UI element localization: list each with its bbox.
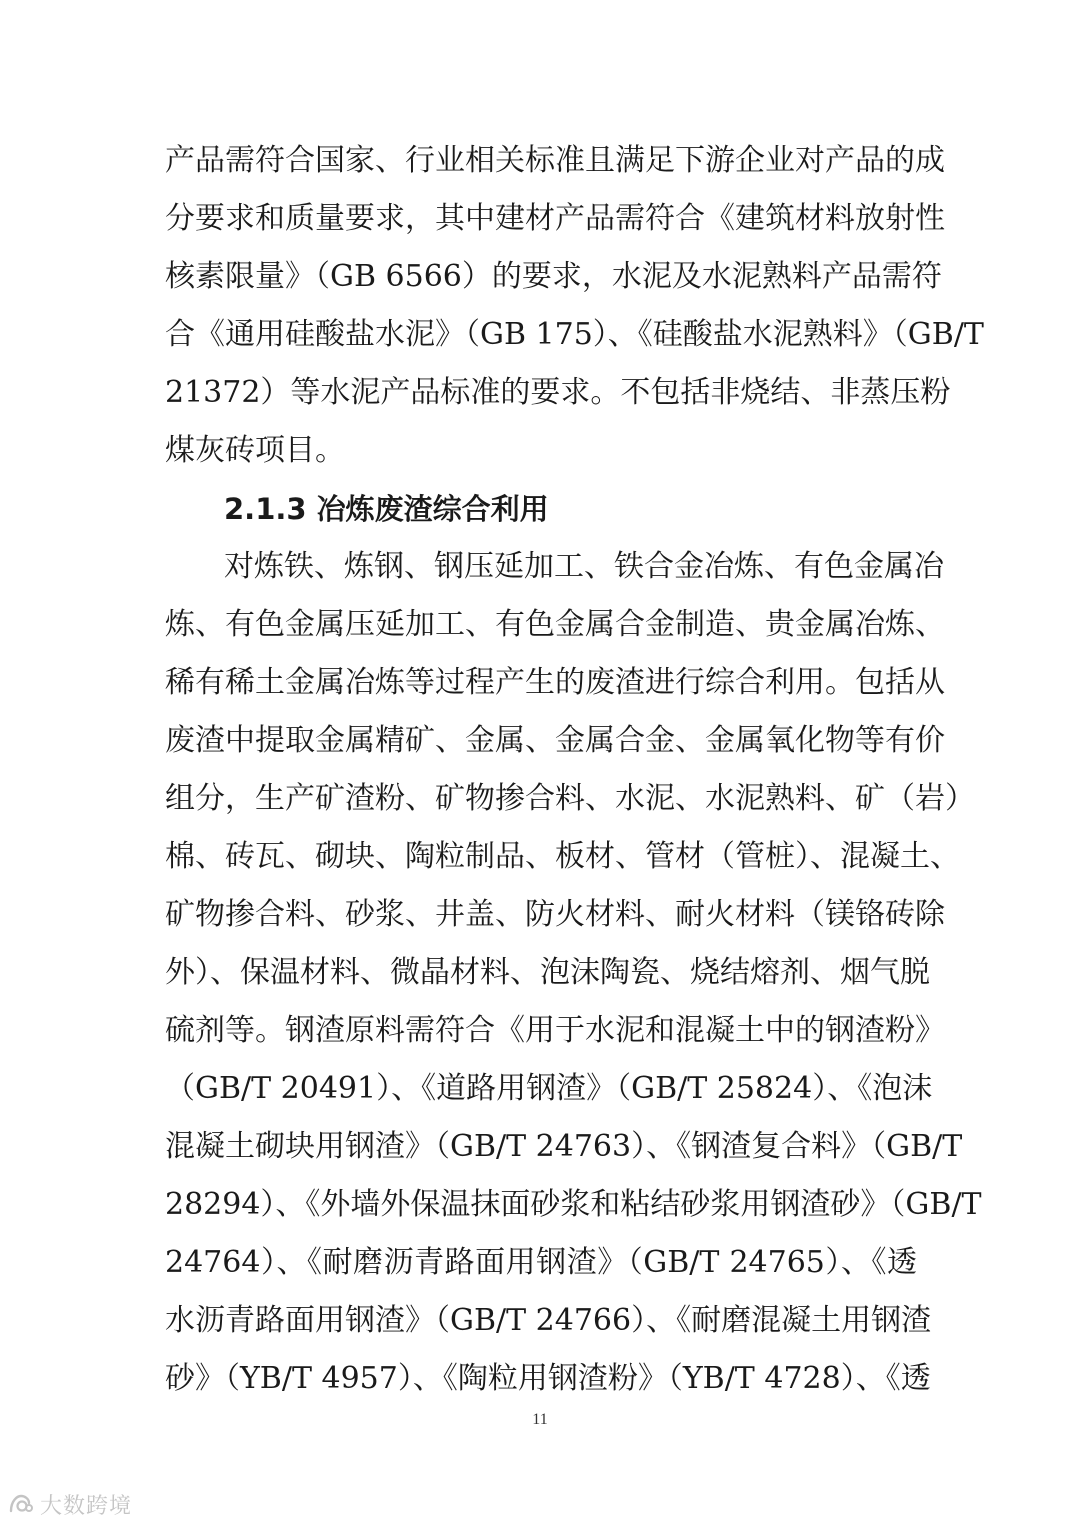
text-line: 砂》（YB/T 4957）、《陶粒用钢渣粉》（YB/T 4728）、《透 — [165, 1361, 931, 1396]
text-line: 21372）等水泥产品标准的要求。不包括非烧结、非蒸压粉 — [165, 375, 951, 410]
text-line: 分要求和质量要求，其中建材产品需符合《建筑材料放射性 — [165, 201, 945, 236]
text-line: 组分，生产矿渣粉、矿物掺合料、水泥、水泥熟料、矿（岩） — [165, 781, 975, 816]
text-line: 外）、保温材料、微晶材料、泡沫陶瓷、烧结熔剂、烟气脱 — [165, 955, 930, 990]
section-heading: 2.1.3 冶炼废渣综合利用 — [224, 492, 549, 526]
watermark — [8, 1490, 132, 1518]
text-line: 稀有稀土金属冶炼等过程产生的废渣进行综合利用。包括从 — [165, 665, 945, 700]
text-line: 矿物掺合料、砂浆、井盖、防火材料、耐火材料（镁铬砖除 — [165, 897, 945, 932]
text-line: 产品需符合国家、行业相关标准且满足下游企业对产品的成 — [165, 143, 945, 178]
text-line: 棉、砖瓦、砌块、陶粒制品、板材、管材（管桩）、混凝土、 — [165, 839, 960, 874]
brand-logo-icon — [8, 1493, 34, 1515]
text-line: 混凝土砌块用钢渣》（GB/T 24763）、《钢渣复合料》（GB/T — [165, 1129, 963, 1164]
text-line: 硫剂等。钢渣原料需符合《用于水泥和混凝土中的钢渣粉》 — [165, 1013, 945, 1048]
text-line: 28294）、《外墙外保温抹面砂浆和粘结砂浆用钢渣砂》（GB/T — [165, 1187, 982, 1222]
text-line: 水沥青路面用钢渣》（GB/T 24766）、《耐磨混凝土用钢渣 — [165, 1303, 932, 1338]
text-line: 对炼铁、炼钢、钢压延加工、铁合金冶炼、有色金属冶 — [224, 549, 944, 584]
text-line: 炼、有色金属压延加工、有色金属合金制造、贵金属冶炼、 — [165, 607, 945, 642]
text-line: 煤灰砖项目。 — [165, 433, 345, 468]
text-line: 合《通用硅酸盐水泥》（GB 175）、《硅酸盐水泥熟料》（GB/T — [165, 317, 984, 352]
text-line: 废渣中提取金属精矿、金属、金属合金、金属氧化物等有价 — [165, 723, 945, 758]
text-line: 24764）、《耐磨沥青路面用钢渣》（GB/T 24765）、《透 — [165, 1245, 917, 1280]
text-line: 核素限量》（GB 6566）的要求，水泥及水泥熟料产品需符 — [165, 259, 942, 294]
watermark-text: 大数跨境 — [40, 1493, 133, 1519]
page-number: 11 — [532, 1411, 548, 1428]
text-line: （GB/T 20491）、《道路用钢渣》（GB/T 25824）、《泡沫 — [165, 1071, 933, 1106]
